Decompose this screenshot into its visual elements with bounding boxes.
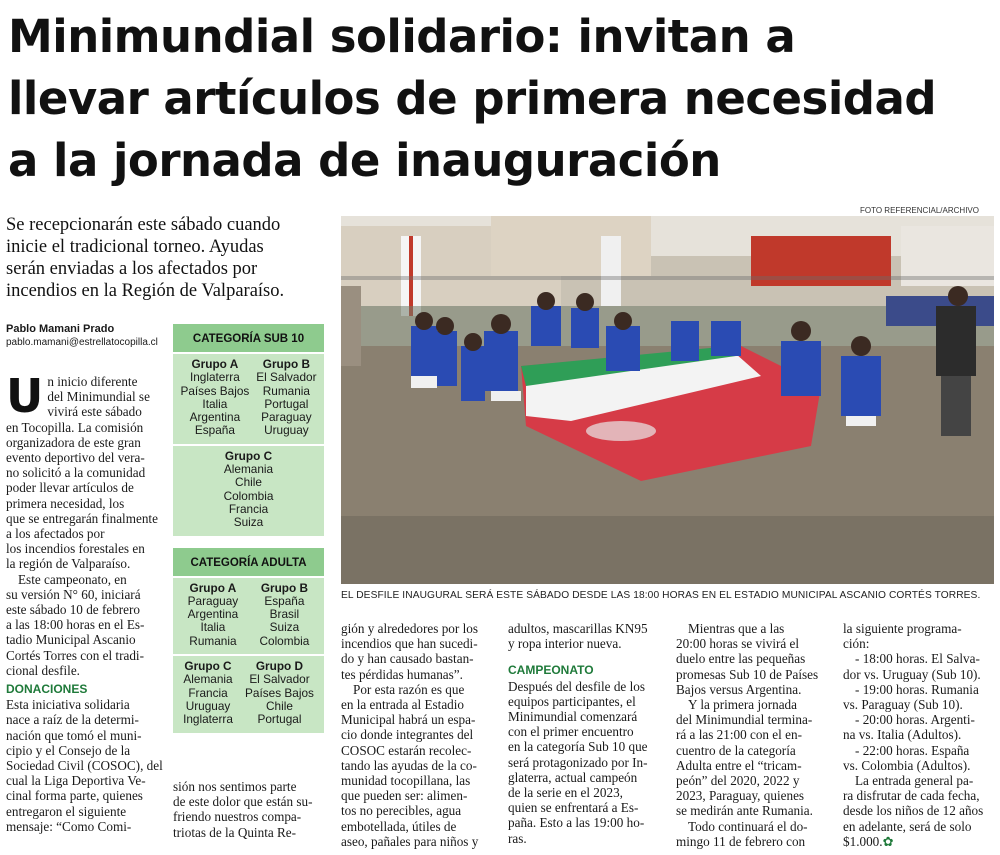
group-box — [173, 444, 324, 536]
team-name: Uruguay — [185, 698, 231, 713]
schedule-item: - 18:00 horas. El Salva- — [855, 651, 980, 667]
text-line: en la categoría Sub 10 que — [508, 739, 648, 755]
team-name: Colombia — [259, 633, 310, 648]
group-name: Grupo A — [191, 357, 239, 371]
schedule-item: vs. Colombia (Adultos). — [843, 757, 971, 773]
schedule-item: vs. Paraguay (Sub 10). — [843, 697, 963, 713]
team-name: Argentina — [187, 607, 239, 622]
text-line: Este campeonato, en — [18, 571, 127, 587]
team-name: Portugal — [264, 396, 309, 411]
text-line: cuentro de la categoría — [676, 742, 796, 758]
schedule-item: - 22:00 horas. España — [855, 742, 970, 758]
text-line: poder llevar artículos de — [6, 480, 134, 496]
text-line: ra disfrutar de cada fecha, — [843, 788, 980, 804]
text-line: evento deportivo del vera- — [6, 450, 145, 466]
text-line: n inicio diferente — [47, 374, 138, 389]
text-line: la siguiente programa- — [843, 621, 962, 636]
text-line: en la entrada al Estadio — [341, 697, 465, 713]
team-name: Alemania — [223, 462, 274, 477]
team-name: Alemania — [183, 672, 233, 687]
group-card — [224, 450, 274, 530]
text-line: con el primer encuentro — [508, 724, 634, 740]
category-title-adulta: CATEGORÍA ADULTA — [173, 548, 324, 576]
text-line: Por esta razón es que — [353, 681, 465, 697]
text-line: en adelante, será de solo — [843, 818, 972, 834]
headline-line: llevar artículos de primera necesidad — [8, 72, 937, 125]
team-name: España — [194, 423, 235, 438]
groups-sidebar — [173, 324, 324, 733]
text-line: del Minimundial se — [47, 389, 150, 405]
author-name: Pablo Mamani Prado — [6, 323, 115, 335]
group-name: Grupo C — [224, 448, 273, 463]
text-line: peón” del 2020, 2022 y — [676, 773, 800, 789]
group-card — [245, 660, 314, 726]
author-email: pablo.mamani@estrellatocopilla.cl — [6, 337, 158, 348]
drop-cap: U — [6, 369, 44, 423]
text-line: no solicitó a la comunidad — [6, 465, 146, 481]
text-line: la región de Valparaíso. — [6, 556, 131, 572]
text-line: del Minimundial termina- — [676, 712, 813, 728]
schedule-item: - 19:00 horas. Rumania — [855, 681, 979, 697]
team-name: Argentina — [189, 410, 241, 425]
article-column-4 — [508, 621, 663, 846]
text-line: Todo continuará el do- — [688, 818, 808, 834]
text-line: será protagonizado por In- — [508, 754, 648, 770]
text-line: que se entregarán finalmente — [6, 510, 158, 526]
text-line: en Tocopilla. La comisión — [6, 419, 144, 435]
team-name: Colombia — [223, 488, 274, 503]
group-name: Grupo C — [184, 659, 232, 674]
text-line: que pueden ser: alimen- — [341, 788, 468, 804]
text-line-last — [843, 834, 995, 849]
team-name: Paraguay — [261, 410, 312, 425]
photo-illustration — [341, 216, 994, 584]
schedule-item: - 20:00 horas. Argenti- — [855, 712, 975, 728]
article-column-2 — [173, 779, 328, 840]
text-line: duelo entre las pequeñas — [676, 651, 806, 667]
team-name: España — [264, 593, 305, 608]
team-name: Chile — [266, 698, 293, 713]
text-line: rá a las 21:00 con el en- — [676, 727, 802, 743]
text-line: Después del desfile de los — [508, 678, 645, 694]
deck-subtitle — [6, 214, 332, 302]
group-box — [173, 654, 324, 732]
text-line: a los afectados por — [6, 526, 105, 542]
article-column-5 — [676, 621, 831, 849]
text-line: paña. Esto a las 19:00 ho- — [508, 815, 645, 831]
deck-line: incendios en la Región de Valparaíso. — [6, 281, 285, 301]
text-line: 20:00 horas se vivirá el — [676, 636, 800, 652]
team-name: El Salvador — [256, 370, 317, 385]
team-name: Países Bajos — [180, 383, 250, 398]
text-line: organizadora de este gran — [6, 434, 141, 450]
text-line: nace a raíz de la determi- — [6, 712, 139, 728]
text-fragment: $1.000. — [843, 833, 883, 849]
text-line: cual la Liga Deportiva Ve- — [6, 773, 146, 789]
text-line: tadio Municipal Ascanio — [6, 632, 136, 648]
team-name: Francia — [188, 685, 228, 700]
text-line: munidad tocopillana, las — [341, 773, 471, 789]
headline — [8, 6, 998, 192]
text-line: nación que tomó el muni- — [6, 727, 142, 743]
text-line: triotas de la Quinta Re- — [173, 824, 297, 840]
end-mark-icon: ✿ — [882, 833, 894, 849]
text-line: Minimundial comenzará — [508, 709, 638, 725]
team-name: Suiza — [233, 515, 264, 530]
schedule-item: dor vs. Uruguay (Sub 10). — [843, 666, 981, 682]
text-line: friendo nuestros compa- — [173, 809, 302, 825]
team-name: Italia — [202, 396, 228, 411]
headline-line: a la jornada de inauguración — [8, 134, 721, 187]
text-line: sión nos sentimos parte — [173, 779, 297, 794]
text-line: promesas Sub 10 de Países — [676, 666, 819, 682]
text-line: y ropa interior nueva. — [508, 636, 622, 652]
group-box — [173, 352, 324, 444]
team-name: Rumania — [262, 383, 310, 398]
group-card — [183, 660, 233, 726]
text-line: cinal forma parte, quienes — [6, 788, 143, 804]
text-line: de este dolor que están su- — [173, 794, 313, 810]
text-line: a las 18:00 horas en el Es- — [6, 617, 145, 633]
group-name: Grupo B — [262, 357, 310, 371]
text-line: embotellada, útiles de — [341, 818, 457, 834]
text-line: su versión N° 60, iniciará — [6, 586, 141, 602]
byline — [6, 322, 171, 350]
text-line: tos no perecibles, agua — [341, 803, 462, 819]
schedule-item: na vs. Italia (Adultos). — [843, 727, 962, 743]
text-line: Cortés Torres con el tradi- — [6, 647, 144, 663]
group-name: Grupo D — [255, 659, 304, 674]
text-line: este sábado 10 de febrero — [6, 602, 141, 618]
text-line: tando las ayudas de la co- — [341, 757, 477, 773]
group-box — [173, 576, 324, 654]
team-name: Inglaterra — [189, 370, 240, 385]
text-line: se medirán ante Rumania. — [676, 803, 813, 819]
team-name: Italia — [200, 620, 226, 635]
group-name: Grupo A — [189, 580, 237, 595]
text-line: COSOC estarán recolec- — [341, 742, 472, 758]
group-card — [259, 582, 309, 648]
text-line: 2023, Paraguay, quienes — [676, 788, 805, 804]
text-line: Bajos versus Argentina. — [676, 681, 802, 697]
deck-line: Se recepcionarán este sábado cuando — [6, 215, 281, 235]
team-name: El Salvador — [249, 672, 310, 687]
team-name: Uruguay — [264, 423, 309, 438]
article-column-3 — [341, 621, 493, 849]
text-line: ras. — [508, 830, 527, 846]
text-line: Sociedad Civil (COSOC), del — [6, 758, 163, 774]
text-line: equipos participantes, el — [508, 693, 636, 709]
text-line: do y han causado bastan- — [341, 651, 474, 667]
text-line: Y la primera jornada — [688, 697, 797, 713]
group-card — [256, 358, 316, 438]
photo-caption: EL DESFILE INAUGURAL SERÁ ESTE SÁBADO DESDE LAS 18:00 HORAS EN EL ESTADIO MUNICIPAL ASCANIO CORTÉS TORRES. — [341, 590, 981, 601]
text-line: cional desfile. — [6, 662, 80, 678]
subhead-donaciones: DONACIONES — [6, 682, 88, 697]
category-title-sub10: CATEGORÍA SUB 10 — [173, 324, 324, 352]
team-name: Rumania — [189, 633, 237, 648]
text-line: quien se enfrentará a Es- — [508, 800, 639, 816]
deck-line: inicie el tradicional torneo. Ayudas — [6, 237, 264, 257]
text-line: gión y alrededores por los — [341, 621, 478, 636]
headline-line: Minimundial solidario: invitan a — [8, 10, 796, 63]
team-name: Brasil — [269, 607, 300, 622]
text-line: primera necesidad, los — [6, 495, 125, 511]
text-line: aseo, pañales para niños y — [341, 833, 479, 849]
team-name: Suiza — [269, 620, 300, 635]
article-column-6 — [843, 621, 995, 849]
group-card — [180, 358, 249, 438]
article-photo — [341, 216, 994, 584]
text-line: mensaje: “Como Comi- — [6, 818, 132, 834]
team-name: Chile — [235, 475, 262, 490]
text-line: La entrada general pa- — [855, 773, 974, 789]
text-line: vivirá este sábado — [47, 404, 142, 420]
team-name: Francia — [228, 501, 269, 516]
text-line: Mientras que a las — [688, 621, 785, 636]
team-name: Portugal — [257, 712, 302, 727]
text-line: tes pérdidas humanas”. — [341, 666, 463, 682]
group-card — [188, 582, 239, 648]
team-name: Paraguay — [187, 593, 239, 608]
deck-line: serán enviadas a los afectados por — [6, 259, 258, 279]
text-line: de la serie en el 2023, — [508, 785, 623, 801]
text-line: cipio y el Consejo de la — [6, 742, 131, 758]
team-name: Inglaterra — [183, 712, 233, 727]
text-line: adultos, mascarillas KN95 — [508, 621, 648, 636]
text-line: cio donde integrantes del — [341, 727, 474, 743]
text-line: ción: — [843, 636, 870, 652]
text-line: glaterra, actual campeón — [508, 769, 638, 785]
photo-credit: FOTO REFERENCIAL/ARCHIVO — [860, 206, 979, 215]
subhead-campeonato: CAMPEONATO — [508, 663, 594, 678]
text-line: mingo 11 de febrero con — [676, 833, 806, 849]
team-name: Países Bajos — [245, 685, 314, 700]
article-column-1 — [6, 369, 163, 834]
text-line: desde los niños de 12 años — [843, 803, 984, 819]
text-line: Esta iniciativa solidaria — [6, 697, 130, 713]
text-line: incendios que han sucedi- — [341, 636, 478, 652]
text-line: los incendios forestales en — [6, 541, 145, 557]
text-line: entregaron el siguiente — [6, 803, 127, 819]
group-name: Grupo B — [260, 580, 308, 595]
text-line: Adulta entre el “tricam- — [676, 757, 802, 773]
text-line: Municipal habrá un espa- — [341, 712, 476, 728]
